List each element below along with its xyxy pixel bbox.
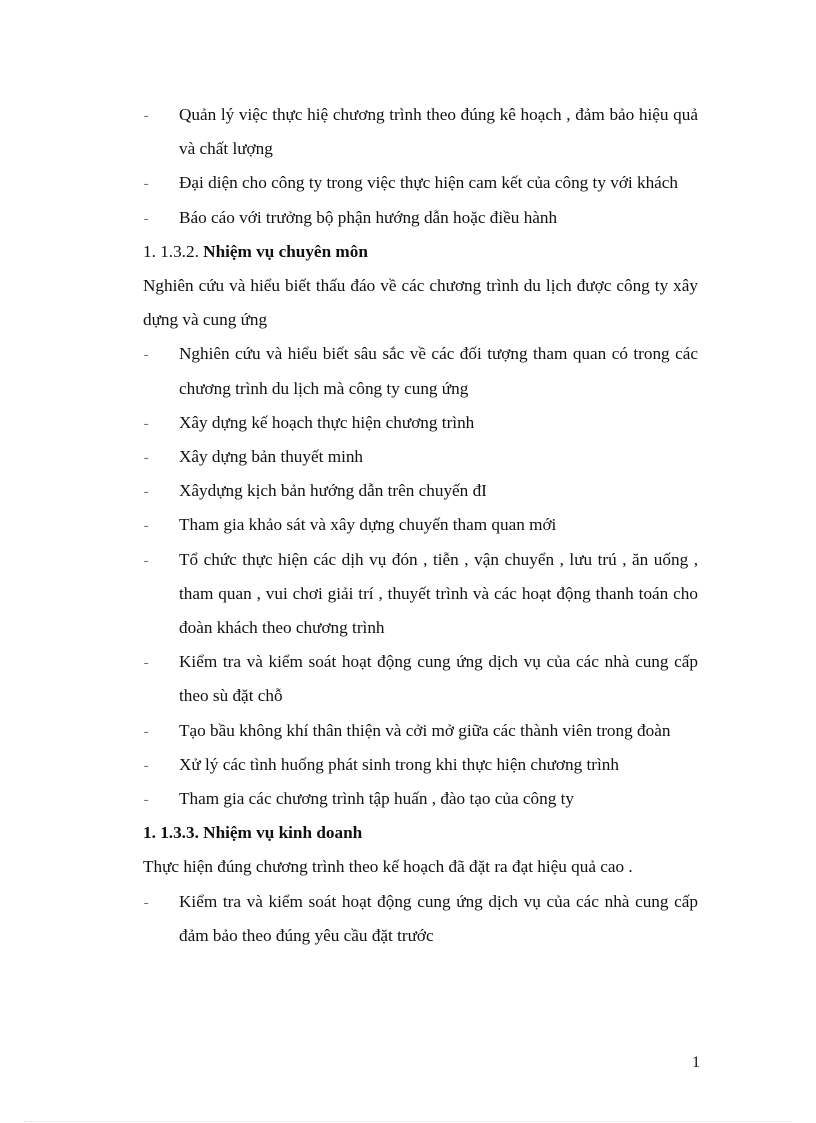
bullet-dash-icon: ˗ xyxy=(144,483,149,499)
bullet-dash-icon: ˗ xyxy=(144,175,149,191)
bullet-text: Quản lý việc thực hiệ chương trình theo đúng kê hoạch , đảm bảo hiệu quả và chất lượng xyxy=(179,105,698,159)
bullet-text: Xử lý các tình huống phát sinh trong khi thực hiện chương trình xyxy=(179,754,619,774)
bullet-dash-icon: ˗ xyxy=(144,517,149,533)
bullet-dash-icon: ˗ xyxy=(144,722,149,738)
section-number: 1. 1.3.2. xyxy=(143,241,199,261)
bullet-item xyxy=(143,166,698,200)
bullet-text: Tham gia khảo sát và xây dựng chuyến tham quan mới xyxy=(179,515,557,535)
page-bottom-divider xyxy=(24,1121,792,1122)
bullet-text: Báo cáo với trưởng bộ phận hướng dẫn hoặc điều hành xyxy=(179,207,558,227)
bullet-text: Xây dựng kế hoạch thực hiện chương trình xyxy=(179,412,475,432)
paragraph: Nghiên cứu và hiểu biết thấu đáo về các chương trình du lịch được công ty xây dựng và cung ứng xyxy=(143,276,698,330)
bullet-item xyxy=(143,337,698,405)
bullet-dash-icon: ˗ xyxy=(144,791,149,807)
bullet-text: Xâydựng kịch bản hướng dẫn trên chuyến đI xyxy=(179,481,487,501)
bullet-item xyxy=(143,885,698,953)
bullet-dash-icon: ˗ xyxy=(144,414,149,430)
page-content xyxy=(143,98,698,953)
bullet-text: Tham gia các chương trình tập huấn , đào tạo của công ty xyxy=(179,789,574,809)
bullet-item xyxy=(143,440,698,474)
bullet-text: Tạo bầu không khí thân thiện và cởi mở giữa các thành viên trong đoàn xyxy=(179,720,671,740)
bullet-item xyxy=(143,406,698,440)
bullet-item xyxy=(143,714,698,748)
section-heading xyxy=(143,235,698,269)
section-heading xyxy=(143,816,698,850)
bullet-dash-icon: ˗ xyxy=(144,893,149,909)
bullet-dash-icon: ˗ xyxy=(144,346,149,362)
bullet-text: Kiểm tra và kiểm soát hoạt động cung ứng dịch vụ của các nhà cung cấp theo sù đặt chỗ xyxy=(179,652,698,706)
bullet-dash-icon: ˗ xyxy=(144,449,149,465)
bullet-dash-icon: ˗ xyxy=(144,756,149,772)
bullet-item xyxy=(143,474,698,508)
bullet-text: Xây dựng bản thuyết minh xyxy=(179,447,364,467)
bullet-item xyxy=(143,98,698,166)
bullet-item xyxy=(143,543,698,646)
bullet-item xyxy=(143,201,698,235)
bullet-item xyxy=(143,748,698,782)
bullet-item xyxy=(143,645,698,713)
section-title: Nhiệm vụ chuyên môn xyxy=(203,241,368,261)
bullet-text: Nghiên cứu và hiểu biết sâu sắc về các đối tượng tham quan có trong các chương trình du lịch mà công ty cung ứng xyxy=(179,344,698,398)
paragraph: Thực hiện đúng chương trình theo kế hoạch đã đặt ra đạt hiệu quả cao . xyxy=(143,857,633,877)
bullet-dash-icon: ˗ xyxy=(144,654,149,670)
bullet-item xyxy=(143,782,698,816)
section-number: 1. 1.3.3. xyxy=(143,823,199,843)
bullet-text: Kiểm tra và kiểm soát hoạt động cung ứng dịch vụ của các nhà cung cấp đảm bảo theo đúng yêu cầu đặt trước xyxy=(179,891,698,945)
bullet-dash-icon: ˗ xyxy=(144,551,149,567)
bullet-dash-icon: ˗ xyxy=(144,107,149,122)
bullet-text: Đại diện cho công ty trong việc thực hiện cam kết của công ty với khách xyxy=(179,173,679,193)
page-number: 1 xyxy=(692,1054,700,1071)
bullet-item xyxy=(143,508,698,542)
section-title: Nhiệm vụ kinh doanh xyxy=(203,823,363,843)
bullet-dash-icon: ˗ xyxy=(144,209,149,225)
bullet-text: Tổ chức thực hiện các dịh vụ đón , tiễn , vận chuyển , lưu trú , ăn uống , tham quan , vui chơi giải trí , thuyết trình và các hoạt động thanh toán cho đoàn khách theo chương trình xyxy=(179,549,698,638)
